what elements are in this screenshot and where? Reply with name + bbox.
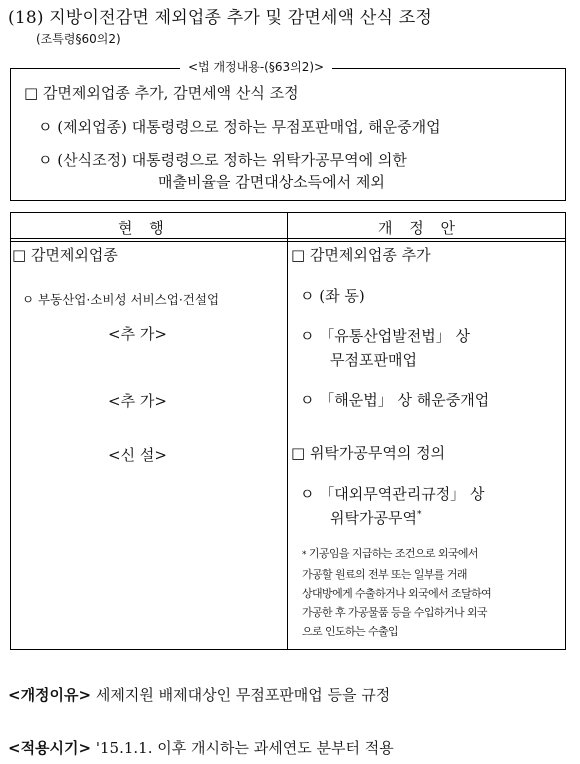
footnote-line-1 — [302, 544, 562, 565]
summary-line-2: ㅇ (제외업종) 대통령령으로 정하는 무점포판매업, 해운중개업 — [38, 118, 441, 136]
proposed-row-1: □ 감면제외업종 추가 — [291, 246, 431, 264]
table-header-rule — [10, 238, 566, 239]
section-title: (18) 지방이전감면 제외업종 추가 및 감면세액 산식 조정 — [8, 8, 432, 28]
summary-heading: <법 개정내용-(§63의2)> — [180, 58, 332, 75]
proposed-row-4: ㅇ 「해운법」 상 해운중개업 — [300, 391, 490, 409]
current-row-2: ㅇ 부동산업·소비성 서비스업·건설업 — [22, 292, 220, 307]
proposed-row-6b-text: 위탁가공무역 — [330, 509, 417, 527]
proposed-row-3a: ㅇ 「유통산업발전법」 상 — [300, 327, 470, 345]
summary-line-1: □ 감면제외업종 추가, 감면세액 산식 조정 — [24, 84, 299, 102]
timing-text: '15.1.1. 이후 개시하는 과세연도 분부터 적용 — [95, 739, 394, 757]
header-proposed: 개 정 안 — [378, 219, 462, 237]
summary-line-4: 매출비율을 감면대상소득에서 제외 — [158, 173, 385, 191]
table-header-rule-2 — [10, 241, 566, 242]
proposed-row-2: ㅇ (좌 동) — [300, 287, 365, 305]
reason-label: <개정이유> — [8, 686, 92, 704]
current-row-1: □ 감면제외업종 — [12, 246, 118, 264]
footnote-marker: * — [416, 510, 422, 520]
reason-text: 세제지원 배제대상인 무점포판매업 등을 규정 — [95, 686, 391, 704]
section-subtitle: (조특령§60의2) — [36, 32, 121, 46]
proposed-row-6a: ㅇ 「대외무역관리규정」 상 — [300, 485, 485, 503]
proposed-row-6b — [330, 507, 421, 528]
summary-line-3: ㅇ (산식조정) 대통령령으로 정하는 위탁가공무역에 의한 — [38, 151, 407, 169]
proposed-row-5: □ 위탁가공무역의 정의 — [291, 444, 446, 462]
footnote-star: * — [302, 550, 306, 560]
footnote-line-2: 가공할 원료의 전부 또는 일부를 거래 — [302, 568, 467, 581]
current-row-5: <신 설> — [108, 446, 167, 464]
timing-row — [8, 737, 394, 758]
footnote-line-4: 가공한 후 가공물품 등을 수입하거나 외국 — [302, 606, 487, 619]
timing-label: <적용시기> — [8, 739, 92, 757]
header-current: 현 행 — [118, 219, 170, 237]
footnote-text — [302, 544, 562, 641]
current-row-4: <추 가> — [108, 392, 167, 410]
footnote-line-3: 상대방에게 수출하거나 외국에서 조달하여 — [302, 587, 492, 600]
proposed-row-3b: 무점포판매업 — [330, 351, 417, 369]
table-column-divider — [287, 212, 288, 650]
footnote-line-1-text: 기공임을 지급하는 조건으로 외국에서 — [308, 547, 478, 560]
reason-row — [8, 684, 390, 705]
footnote-line-5: 으로 인도하는 수출입 — [302, 625, 399, 638]
current-row-3: <추 가> — [108, 325, 167, 343]
